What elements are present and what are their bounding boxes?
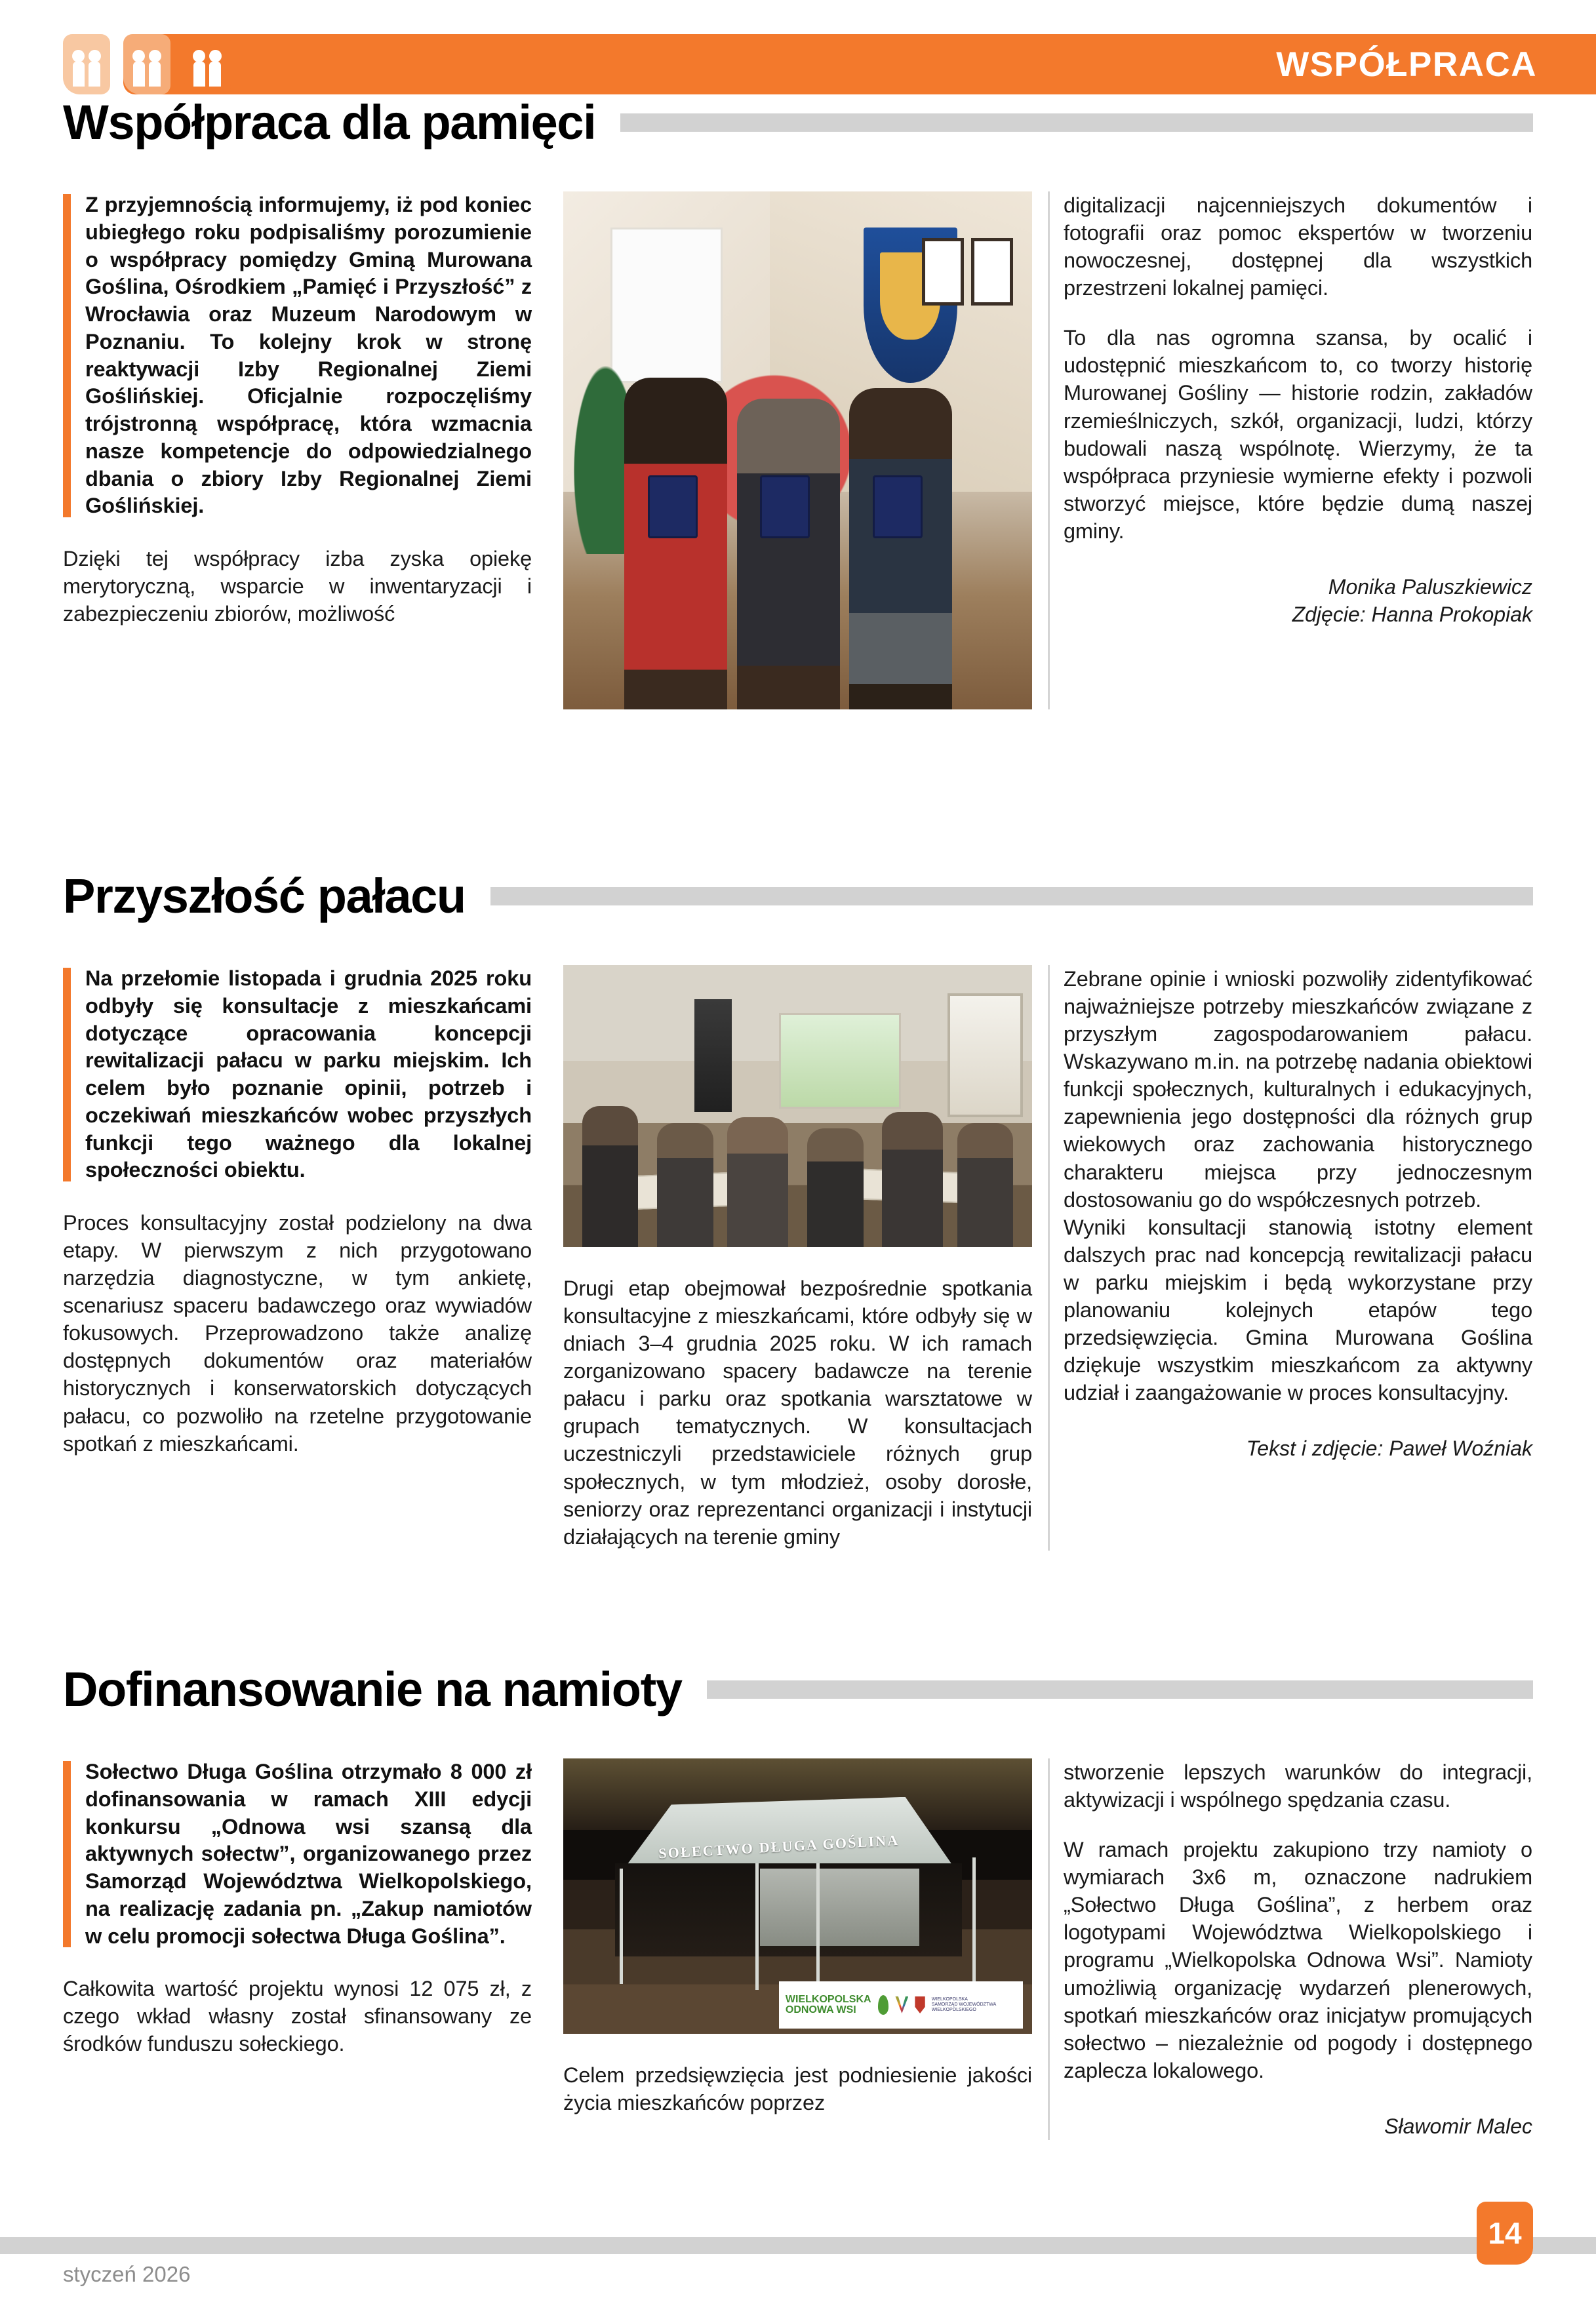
article-1-title: Współpraca dla pamięci — [63, 95, 596, 149]
article-1-lead: Z przyjemnością informujemy, iż pod koniec ubiegłego roku podpisaliśmy porozumienie o współpracy pomiędzy Gminą Murowana Goślina, Ośrodkiem „Pamięć i Przyszłość” z Wrocławia oraz Muzeum Narodowym w Poznaniu. To kolejny krok w stronę reaktywacji Izby Regionalnej Ziemi Goślińskiej. Oficjalnie rozpoczęliśmy trójstronną współpracę, która wzmacnia nasze kompetencje do odpowiedzialnego dbania o zbiory Izby Regionalnej Ziemi Goślińskiej. — [63, 191, 532, 520]
article-2-lead: Na przełomie listopada i grudnia 2025 roku odbyły się konsultacje z mieszkańcami dotyczące opracowania koncepcji rewitalizacji pałacu w parku miejskim. Ich celem było poznanie opinii, potrzeb i oczekiwań mieszkańców wobec przyszłych funkcji tego ważnego dla lokalnej społeczności obiektu. — [63, 965, 532, 1184]
article-2-byline-author: Tekst i zdjęcie: Paweł Woźniak — [1246, 1437, 1532, 1461]
article-2-column-3 — [1064, 965, 1532, 1551]
page-number-tab — [1477, 2202, 1533, 2265]
article-2-column-2 — [563, 965, 1032, 1551]
article-3-byline-author: Sławomir Malec — [1384, 2114, 1532, 2138]
sponsor-logos — [779, 1981, 1023, 2028]
article-przyszlosc-palacu — [63, 869, 1533, 1551]
page-number: 14 — [1488, 2216, 1522, 2250]
logo-small-text-2: SAMORZĄD WOJEWÓDZTWA WIELKOPOLSKIEGO — [931, 2002, 996, 2012]
article-3-col2-body: Celem przedsięwzięcia jest podniesienie jakości życia mieszkańców poprzez — [563, 2063, 1032, 2115]
masthead — [0, 34, 1596, 94]
footer-rule — [0, 2237, 1596, 2254]
article-1-byline — [1064, 574, 1532, 628]
article-3-title: Dofinansowanie na namioty — [63, 1662, 682, 1716]
wielkopolska-v-icon — [895, 1996, 908, 2013]
article-3-photo — [563, 1758, 1032, 2034]
brand-logo — [63, 34, 231, 94]
heading-rule — [490, 887, 1533, 905]
article-1-photo — [563, 191, 1032, 709]
article-2-col1-body: Proces konsultacyjny został podzielony na dwa etapy. W pierwszym z nich przygotowano narzędzia diagnostyczne, w tym ankietę, scenariusz spaceru badawczego oraz wywiadów fokusowych. Przeprowadzono także analizę dostępnych dokumentów oraz materiałów historycznych i konserwatorskich dotyczących pałacu, co pozwoliło na rzetelne przygotowanie spotkań z mieszkańcami. — [63, 1211, 532, 1456]
article-2-col2-body: Drugi etap obejmował bezpośrednie spotkania konsultacyjne z mieszkańcami, które odbyły się w dniach 3–4 grudnia 2025 roku. W ich ramach zorganizowano spacery badawcze na terenie pałacu i parku oraz spotkania warsztatowe w grupach tematycznych. W konsultacjach uczestniczyli przedstawiciele różnych grup społecznych, w tym młodzież, osoby dorosłe, seniorzy oraz reprezentanci organizacji i instytucji działających na terenie gminy — [563, 1277, 1032, 1549]
article-wspolpraca-dla-pamieci — [63, 95, 1533, 709]
footer-date: styczeń 2026 — [63, 2262, 191, 2286]
article-1-byline-photo: Zdjęcie: Hanna Prokopiak — [1292, 602, 1532, 626]
article-3-col3-body-2: W ramach projektu zakupiono trzy namioty o wymiarach 3x6 m, oznaczone nadrukiem „Sołectwo Długa Goślina”, z herbem oraz logotypami Województwa Wielkopolskiego i programu „Wielkopolska Odnowa Wsi”. Namioty umożliwią organizację wydarzeń plenerowych, spotkań mieszkańców oraz inicjatyw promujących sołectwo – niezależnie od pogody i dostępnego zaplecza lokalowego. — [1064, 1838, 1532, 2082]
article-3-col1-body: Całkowita wartość projektu wynosi 12 075 zł, z czego wkład własny został sfinansowany ze środków funduszu sołeckiego. — [63, 1977, 532, 2056]
article-1-col3-body-2: To dla nas ogromna szansa, by ocalić i udostępnić mieszkańcom to, co tworzy historię Murowanej Gośliny — historie rodzin, zakładów rzemieślniczych, szkół, organizacji, ludzi, którzy budowali naszą wspólnotę. Wierzymy, że ta współpraca przyniesie wymierne efekty i pozwoli stworzyć miejsce, które będzie dumą naszej gminy. — [1064, 326, 1532, 543]
article-2-column-1 — [63, 965, 532, 1551]
article-2-heading-row — [63, 869, 1533, 923]
article-3-column-3 — [1064, 1758, 1532, 2140]
article-2-col3-body-1: Zebrane opinie i wnioski pozwoliły zidentyfikować najważniejsze potrzeby mieszkańców związane z przyszłym zagospodarowaniem pałacu. Wskazywano m.in. na potrzebę nadania obiektowi funkcji społecznych, kulturalnych i edukacyjnych, zapewnienia jego dostępności dla różnych grup wiekowych oraz zachowania historycznego charakteru miejsca przy jednoczesnym dostosowaniu go do współczesnych potrzeb. — [1064, 967, 1532, 1212]
article-2-photo — [563, 965, 1032, 1247]
logo-wielkopolska-line2: ODNOWA WSI — [785, 2004, 856, 2015]
article-2-byline — [1064, 1435, 1532, 1463]
people-mark-icon-2 — [123, 34, 170, 94]
article-1-columns — [63, 191, 1533, 709]
article-2-title: Przyszłość pałacu — [63, 869, 466, 923]
article-2-columns — [63, 965, 1533, 1551]
article-1-column-3 — [1064, 191, 1532, 709]
article-3-column-2 — [563, 1758, 1032, 2140]
tent-print-text: SOŁECTWO DŁUGA GOŚLINA — [658, 1831, 900, 1862]
article-1-heading-row — [63, 95, 1533, 149]
article-3-column-1 — [63, 1758, 532, 2140]
article-2-col3-body-2: Wyniki konsultacji stanowią istotny element dalszych prac nad koncepcją rewitalizacji pałacu w parku miejskim i będą wykorzystane przy planowaniu kolejnych etapów tego przedsięwzięcia. Gmina Murowana Goślina dziękuje wszystkim mieszkańcom za aktywny udział i zaangażowanie w proces konsultacyjny. — [1064, 1215, 1532, 1405]
article-3-heading-row — [63, 1662, 1533, 1716]
article-dofinansowanie-na-namioty — [63, 1662, 1533, 2140]
logo-wielkopolska-line1: WIELKOPOLSKA — [785, 1993, 871, 2005]
article-1-col1-body: Dzięki tej współpracy izba zyska opiekę merytoryczną, wsparcie w inwentaryzacji i zabezpieczeniu zbiorów, możliwość — [63, 547, 532, 626]
section-label: WSPÓŁPRACA — [1276, 45, 1537, 84]
heading-rule — [707, 1680, 1533, 1699]
section-banner — [123, 34, 1596, 94]
article-1-column-1 — [63, 191, 532, 709]
article-3-byline — [1064, 2113, 1532, 2141]
logo-small-text-1: WIELKOPOLSKA — [931, 1996, 968, 2002]
article-3-columns — [63, 1758, 1533, 2140]
article-3-col3-body-1: stworzenie lepszych warunków do integracji, aktywizacji i wspólnego spędzania czasu. — [1064, 1760, 1532, 1812]
heading-rule — [620, 113, 1533, 132]
article-1-byline-author: Monika Paluszkiewicz — [1328, 574, 1532, 599]
people-mark-icon-1 — [63, 34, 110, 94]
leaf-icon — [878, 1995, 889, 2015]
article-1-col3-body-1: digitalizacji najcenniejszych dokumentów i fotografii oraz pomoc ekspertów w tworzeniu nowoczesnej, dostępnej dla wszystkich przestrzeni lokalnej pamięci. — [1064, 193, 1532, 300]
article-1-column-2 — [563, 191, 1032, 709]
coat-of-arms-icon — [915, 1996, 925, 2013]
people-mark-icon-3 — [184, 34, 231, 94]
article-3-lead: Sołectwo Długa Goślina otrzymało 8 000 zł dofinansowania w ramach XIII edycji konkursu „Odnowa wsi szansą dla aktywnych sołectw”, organizowanego przez Samorząd Województwa Wielkopolskiego, na realizację zadania pn. „Zakup namiotów w celu promocji sołectwa Długa Goślina”. — [63, 1758, 532, 1950]
